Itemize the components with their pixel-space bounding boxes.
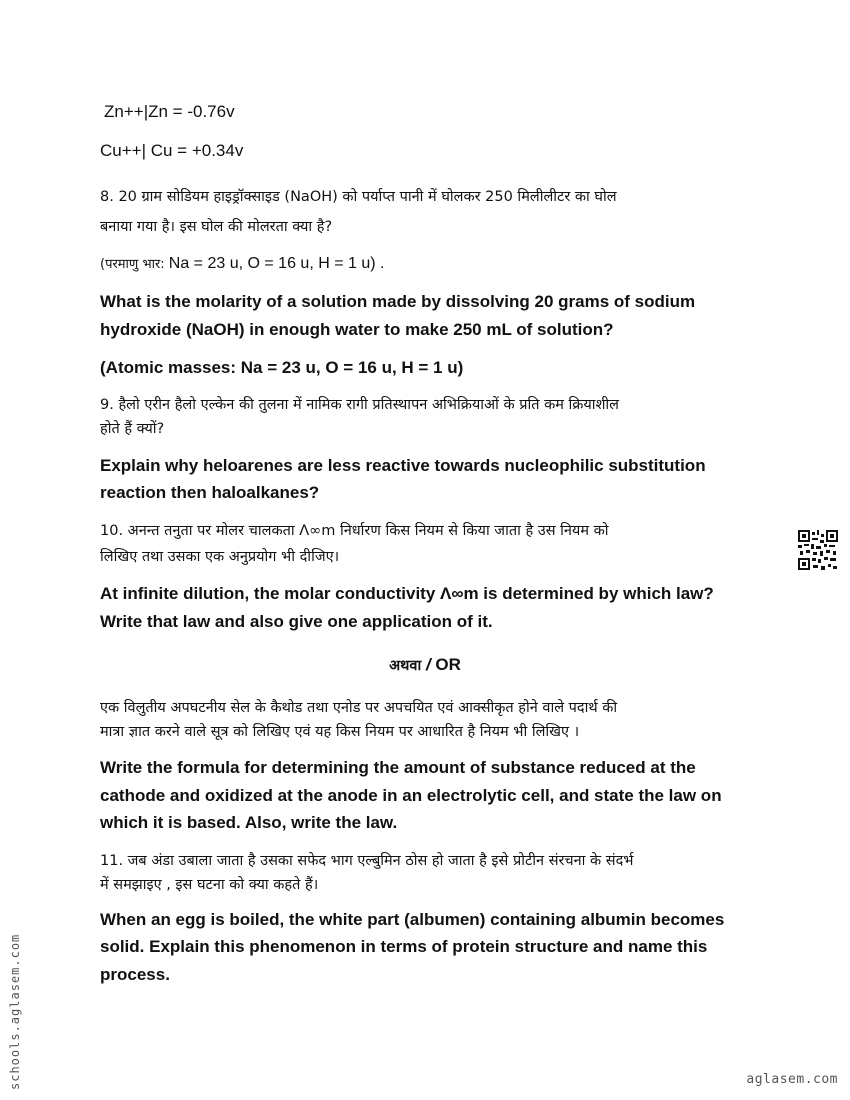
q9-english-line-2: reaction then haloalkanes? <box>100 483 320 502</box>
q10-alt-hindi-line-2: मात्रा ज्ञात करने वाले सूत्र को लिखिए एवं यह किस नियम पर आधारित है नियम भी लिखिए । <box>100 724 580 740</box>
q8-hindi-line-1: 8. 20 ग्राम सोडियम हाइड्रॉक्साइड (NaOH) को पर्याप्त पानी में घोलकर 250 मिलीलीटर का घोल <box>100 189 617 205</box>
q11-hindi-line-1: 11. जब अंडा उबाला जाता है उसका सफेद भाग एल्बुमिन ठोस हो जाता है इसे प्रोटीन संरचना के संदर्भ <box>100 853 634 869</box>
q8-english-atomic-masses: (Atomic masses: Na = 23 u, O = 16 u, H = 1 u) <box>100 358 464 377</box>
q11-hindi-line-2: में समझाइए , इस घटना को क्या कहते हैं। <box>100 877 319 893</box>
q10-hindi-line-2: लिखिए तथा उसका एक अनुप्रयोग भी दीजिए। <box>100 549 340 565</box>
or-hindi: अथवा <box>389 658 422 674</box>
or-english: OR <box>435 655 461 674</box>
cu-potential: Cu++| Cu = +0.34v <box>100 141 244 160</box>
q9-english-line-1: Explain why heloarenes are less reactive towards nucleophilic substitution <box>100 456 706 475</box>
q10-english-line-1: At infinite dilution, the molar conductivity Λ∞m is determined by which law? <box>100 584 714 603</box>
q8-hindi-masses-prefix: (परमाणु भार: <box>100 257 169 272</box>
side-watermark: schools.aglasem.com <box>8 933 22 1090</box>
q11-english-line-3: process. <box>100 965 170 984</box>
q11-english-line-1: When an egg is boiled, the white part (albumen) containing albumin becomes <box>100 910 725 929</box>
q10-alt-hindi-line-1: एक विलुतीय अपघटनीय सेल के कैथोड तथा एनोड पर अपचयित एवं आक्सीकृत होने वाले पदार्थ की <box>100 700 618 716</box>
q8-hindi-atomic-masses <box>100 254 384 273</box>
q8-english-line-2: hydroxide (NaOH) in enough water to make 250 mL of solution? <box>100 320 614 339</box>
or-divider <box>0 655 850 675</box>
q9-hindi-line-1: 9. हैलो एरीन हैलो एल्केन की तुलना में नामिक रागी प्रतिस्थापन अभिक्रियाओं के प्रति कम क्रियाशील <box>100 397 620 413</box>
zn-potential: Zn++|Zn = -0.76v <box>104 102 235 121</box>
q10-alt-english-line-1: Write the formula for determining the amount of substance reduced at the <box>100 758 696 777</box>
qr-code-icon <box>798 530 838 570</box>
q10-hindi-line-1: 10. अनन्त तनुता पर मोलर चालकता Λ∞m निर्धारण किस नियम से किया जाता है उस नियम को <box>100 523 609 539</box>
footer-watermark: aglasem.com <box>746 1072 838 1087</box>
or-separator: / <box>421 655 436 674</box>
q8-hindi-masses-values: Na = 23 u, O = 16 u, H = 1 u) . <box>168 255 385 272</box>
q11-english-line-2: solid. Explain this phenomenon in terms of protein structure and name this <box>100 937 708 956</box>
q10-alt-english-line-3: which it is based. Also, write the law. <box>100 813 398 832</box>
q9-hindi-line-2: होते हैं क्यों? <box>100 421 165 437</box>
q8-hindi-line-2: बनाया गया है। इस घोल की मोलरता क्या है? <box>100 219 333 235</box>
q10-english-line-2: Write that law and also give one application of it. <box>100 612 493 631</box>
q10-alt-english-line-2: cathode and oxidized at the anode in an electrolytic cell, and state the law on <box>100 786 722 805</box>
q8-english-line-1: What is the molarity of a solution made by dissolving 20 grams of sodium <box>100 292 696 311</box>
